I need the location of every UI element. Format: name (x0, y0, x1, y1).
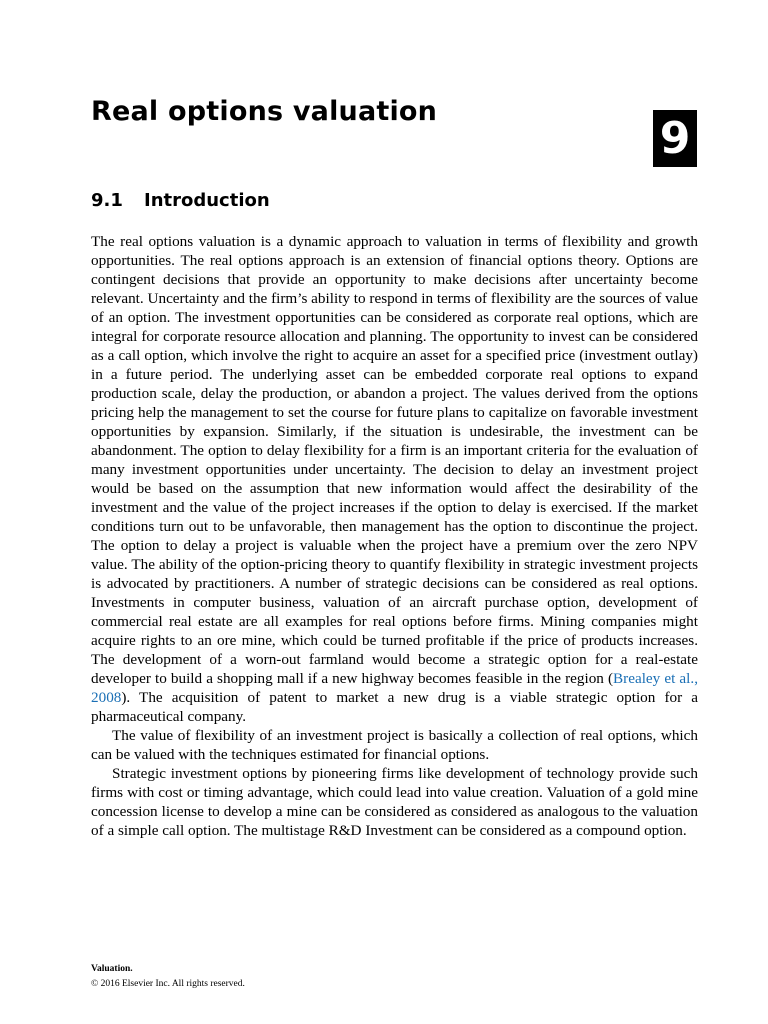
footer-book-title: Valuation. (91, 964, 133, 974)
section-heading (91, 190, 270, 211)
page-footer (91, 962, 245, 992)
footer-copyright: © 2016 Elsevier Inc. All rights reserved. (91, 979, 245, 989)
paragraph-2: The value of flexibility of an investment project is basically a collection of real options, which can be valued with the techniques estimated for financial options. (91, 727, 698, 764)
body-text (91, 232, 698, 841)
chapter-number-badge: 9 (653, 110, 697, 167)
paragraph-1 (91, 232, 698, 726)
paragraph-1-text-end: ). The acquisition of patent to market a new drug is a viable strategic option for a pharmaceutical company. (91, 689, 698, 726)
citation-link-brealey-2008[interactable]: Brealey et al., 2008 (91, 670, 698, 707)
section-number: 9.1 (91, 190, 123, 211)
chapter-title: Real options valuation (91, 96, 438, 127)
paragraph-3: Strategic investment options by pioneering firms like development of technology provide such firms with cost or timing advantage, which could lead into value creation. Valuation of a gold mine concession license to develop a mine can be considered as considered as analogous to the valuation of a simple call option. The multistage R&D Investment can be considered as a compound option. (91, 765, 698, 840)
paragraph-1-text-start: The real options valuation is a dynamic approach to valuation in terms of flexibility and growth opportunities. The real options approach is an extension of financial options theory. Options are contingent decisions that provide an opportunity to make decisions after uncertainty become relevant. Uncertainty and the firm’s ability to respond in terms of flexibility are the sources of value of an option. The investment opportunities can be considered as corporate real options, which are integral for corporate resource allocation and planning. The opportunity to invest can be considered as a call option, which involve the right to acquire an asset for a specified price (investment outlay) in a future period. The underlying asset can be embedded corporate real options to expand production scale, delay the production, or abandon a project. The values derived from the options pricing help the management to set the course for future plans to capitalize on favorable investment opportunities by expansion. Similarly, if the situation is undesirable, the investment can be abandonment. The option to delay flexibility for a firm is an important criteria for the evaluation of many investment opportunities under uncertainty. The decision to delay an investment project would be based on the assumption that new information would affect the desirability of the investment and the value of the project increases if the option to delay is exercised. If the market conditions turn out to be unfavorable, then management has the option to discontinue the project. The option to delay a project is valuable when the project have a premium over the zero NPV value. The ability of the option-pricing theory to quantify flexibility in strategic investment projects is advocated by practitioners. A number of strategic decisions can be considered as real options. Investments in computer business, valuation of an aircraft purchase option, development of commercial real estate are all examples for real options before firms. Mining companies might acquire rights to an ore mine, which could be turned profitable if the price of products increases. The development of a worn-out farmland would become a strategic option for a real-estate developer to build a shopping mall if a new highway becomes feasible in the region ( (91, 233, 698, 688)
section-title: Introduction (144, 190, 270, 211)
